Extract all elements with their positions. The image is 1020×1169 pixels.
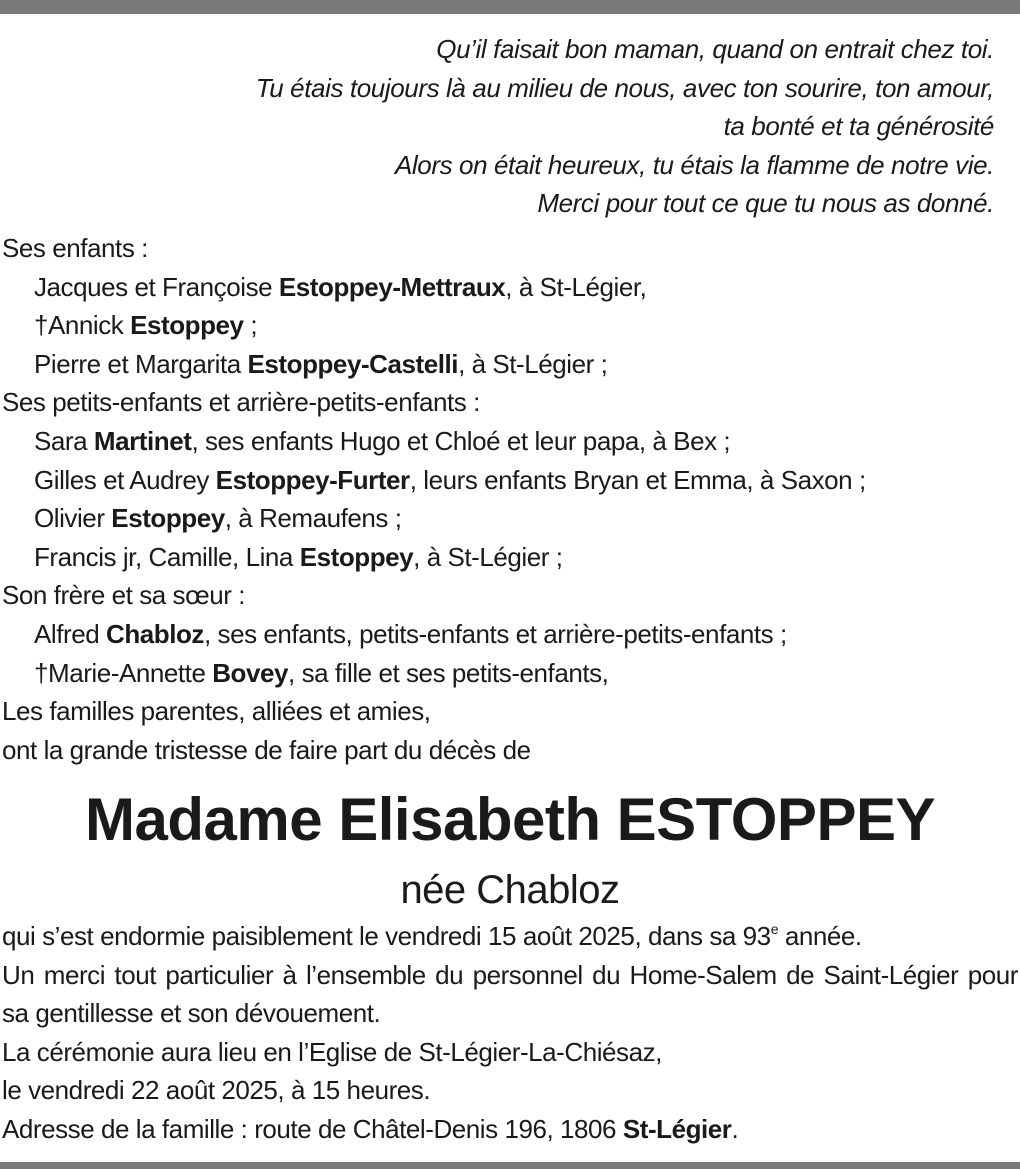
siblings-heading: Son frère et sa sœur :	[2, 580, 245, 611]
poem-line: Qu’il faisait bon maman, quand on entrait chez toi.	[436, 34, 994, 64]
thanks-paragraph: Un merci tout particulier à l’ensemble du personnel du Home-Salem de Saint-Légier pour sa gentillesse et son dévouement.	[2, 959, 1018, 1029]
ceremony-place: La cérémonie aura lieu en l’Eglise de St-Légier-La-Chiésaz,	[2, 1036, 662, 1067]
children-heading: Ses enfants :	[2, 233, 148, 263]
poem-line: Tu étais toujours là au milieu de nous, avec ton sourire, ton amour,	[255, 72, 994, 103]
closing-text	[2, 917, 1018, 1149]
grandchild-entry: Sara Martinet, ses enfants Hugo et Chloé et leur papa, à Bex ;	[34, 425, 731, 456]
death-notice: qui s’est endormie paisiblement le vendredi 15 août 2025, dans sa 93e année.	[2, 921, 862, 951]
poem-line: Alors on était heureux, tu étais la flamme de notre vie.	[394, 149, 994, 180]
maiden-name: née Chabloz	[400, 868, 620, 912]
family-list	[2, 229, 1012, 769]
ceremony-date: le vendredi 22 août 2025, à 15 heures.	[2, 1075, 431, 1106]
child-entry: †Annick Estoppey ;	[34, 310, 258, 341]
child-entry: Jacques et Françoise Estoppey-Mettraux, à St-Légier,	[34, 271, 647, 302]
top-border	[0, 0, 1020, 14]
grandchild-entry: Gilles et Audrey Estoppey-Furter, leurs enfants Bryan et Emma, à Saxon ;	[34, 464, 866, 495]
poem	[94, 30, 994, 223]
grandchild-entry: Francis jr, Camille, Lina Estoppey, à St-Légier ;	[34, 541, 563, 572]
sibling-entry: Alfred Chabloz, ses enfants, petits-enfants et arrière-petits-enfants ;	[34, 618, 787, 649]
child-entry: Pierre et Margarita Estoppey-Castelli, à St-Légier ;	[34, 348, 608, 379]
relatives-line: Les familles parentes, alliées et amies,	[2, 696, 431, 727]
sibling-entry: †Marie-Annette Bovey, sa fille et ses petits-enfants,	[34, 657, 609, 688]
announcement-line: ont la grande tristesse de faire part du décès de	[2, 734, 531, 765]
grandchildren-heading: Ses petits-enfants et arrière-petits-enfants :	[2, 387, 480, 418]
family-address: Adresse de la famille : route de Châtel-Denis 196, 1806 St-Légier.	[2, 1113, 739, 1144]
deceased-name: Madame Elisabeth ESTOPPEY	[84, 786, 936, 853]
poem-line: Merci pour tout ce que tu nous as donné.	[537, 188, 994, 219]
poem-line: ta bonté et ta générosité	[723, 111, 994, 142]
grandchild-entry: Olivier Estoppey, à Remaufens ;	[34, 503, 402, 534]
bottom-border	[0, 1162, 1020, 1169]
